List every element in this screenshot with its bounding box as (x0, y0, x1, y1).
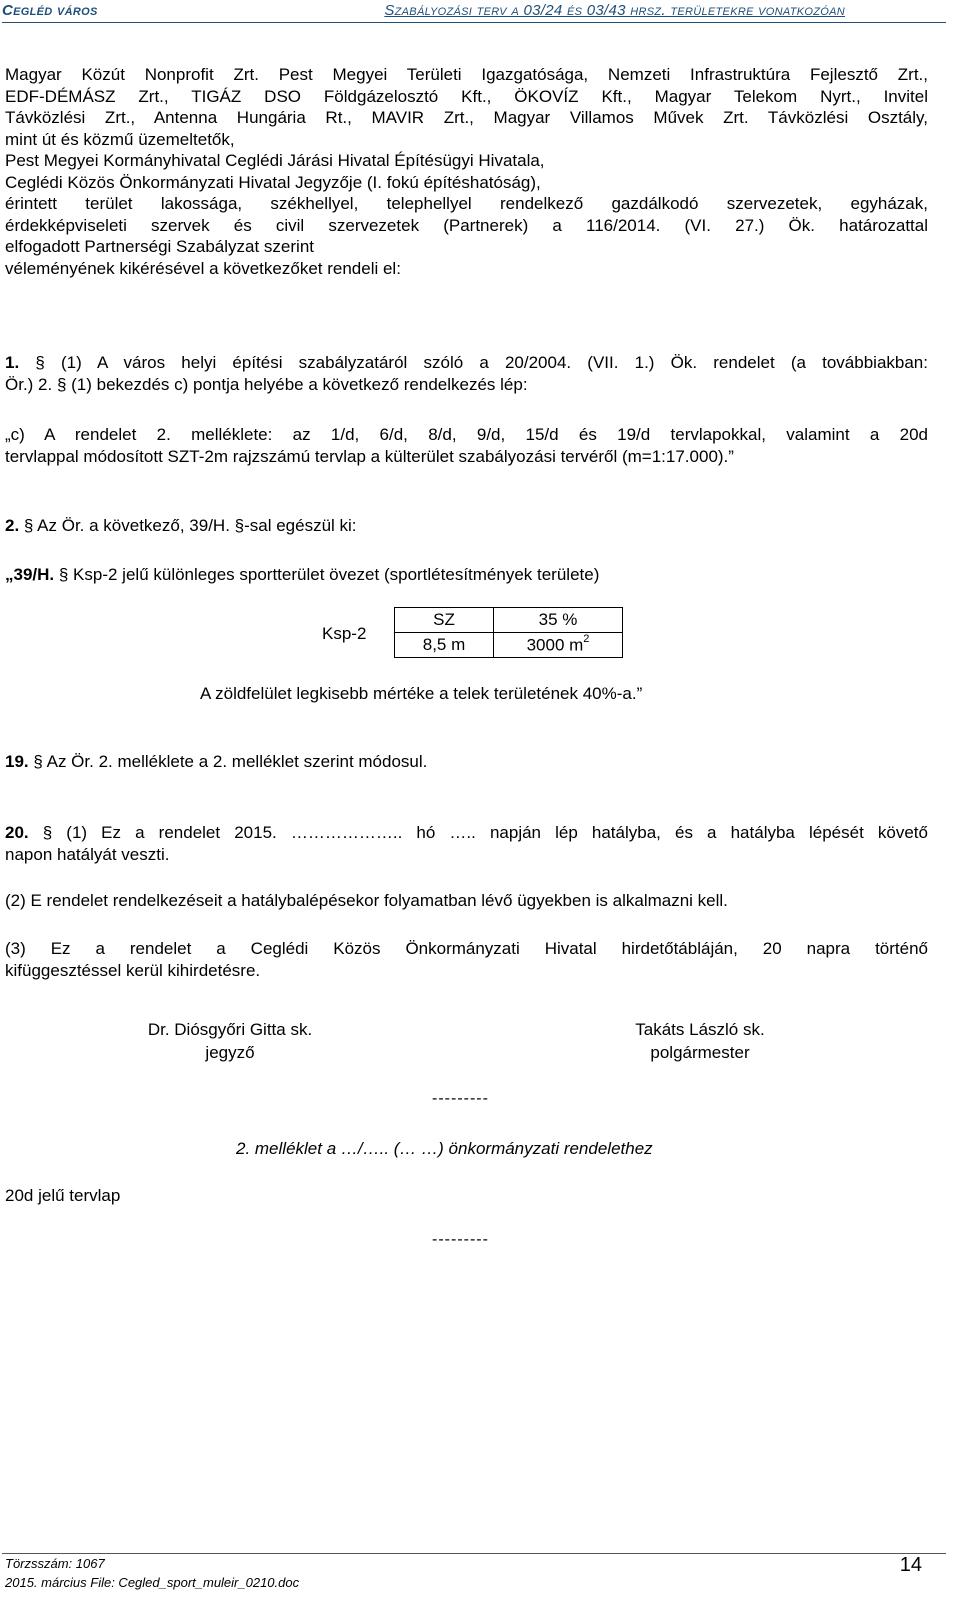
area-superscript: 2 (583, 632, 590, 645)
annex-title: 2. melléklet a …/….. (… …) önkormányzati rendelethez (236, 1139, 653, 1158)
area-value: 3000 m (526, 635, 584, 655)
intro-paragraph (5, 64, 928, 279)
intro-line: EDF-DÉMÁSZ Zrt., TIGÁZ DSO Földgázelosztó Kft., ÖKOVÍZ Kft., Magyar Telekom Nyrt., Invitel (5, 86, 928, 106)
table-row (395, 608, 623, 633)
signature-right (590, 1020, 810, 1063)
section-1-text: § (1) A város helyi építési szabályzatáról szóló a 20/2004. (VII. 1.) Ök. rendelet (a továbbiakban: (35, 353, 928, 372)
section-20-para-3 (5, 938, 928, 981)
signer-title: polgármester (650, 1043, 750, 1062)
header-rule (2, 22, 946, 23)
section-19-text: § Az Ör. 2. melléklete a 2. melléklet szerint módosul. (33, 752, 428, 771)
section-1-number: 1. (5, 353, 20, 372)
section-1-line (5, 352, 928, 374)
section-19 (5, 751, 928, 773)
section-2-text: § Az Ör. a következő, 39/H. §-sal egészül ki: (23, 516, 357, 535)
intro-line: Ceglédi Közös Önkormányzati Hivatal Jegyzője (I. fokú építéshatóság), (5, 172, 541, 192)
intro-line: érdekképviseleti szervek és civil szervezetek (Partnerek) a 116/2014. (VI. 27.) Ök. határozattal (5, 215, 928, 235)
intro-line: érintett terület lakossága, székhellyel, telephellyel rendelkező gazdálkodó szervezetek, egyházak, (5, 194, 928, 213)
annex-sheet-label: 20d jelű tervlap (5, 1186, 121, 1205)
section-1 (5, 352, 928, 395)
section-20 (5, 822, 928, 865)
divider: --------- (432, 1090, 489, 1107)
intro-line: Pest Megyei Kormányhivatal Ceglédi Járási Hivatal Építésügyi Hivatala, (5, 151, 545, 170)
page-number: 14 (899, 1554, 922, 1576)
intro-line: elfogadott Partnerségi Szabályzat szerint (5, 237, 315, 256)
intro-line: Magyar Közút Nonprofit Zrt. Pest Megyei Területi Igazgatósága, Nemzeti Infrastruktúra Fejlesztő Zrt., (5, 65, 928, 84)
intro-line: véleményének kikérésével a következőket rendeli el: (5, 258, 401, 278)
zone-parameters-table (394, 607, 623, 658)
signer-name: Takáts László sk. (635, 1020, 765, 1039)
footer-rule (2, 1553, 946, 1554)
section-1-quote (5, 424, 928, 467)
section-39h-title: § Ksp-2 jelű különleges sportterület övezet (sportlétesítmények területe) (58, 565, 600, 584)
table-cell: 35 % (494, 608, 623, 633)
header-title: Szabályozási terv a 03/24 és 03/43 hrsz. területekre vonatkozóan (384, 2, 845, 19)
signer-name: Dr. Diósgyőri Gitta sk. (147, 1020, 313, 1039)
table-row (395, 633, 623, 658)
intro-line: Távközlési Zrt., Antenna Hungária Rt., MAVIR Zrt., Magyar Villamos Művek Zrt. Távközlési Osztály, (5, 108, 928, 127)
header-town: Cegléd város (2, 2, 98, 19)
section-2-number: 2. (5, 516, 20, 535)
table-cell: SZ (395, 608, 494, 633)
section-2 (5, 515, 928, 537)
section-39h (5, 564, 928, 586)
intro-line: mint út és közmű üzemeltetők, (5, 129, 235, 149)
para-3-line: (3) Ez a rendelet a Ceglédi Közös Önkormányzati Hivatal hirdetőtábláján, 20 napra történő (5, 939, 928, 958)
section-20-para-2: (2) E rendelet rendelkezéseit a hatálybalépésekor folyamatban lévő ügyekben is alkalmazni kell. (5, 891, 728, 910)
footer-registry: Törzsszám: 1067 (5, 1556, 105, 1571)
section-39h-number: „39/H. (5, 565, 55, 584)
table-cell (494, 633, 623, 658)
quote-line: tervlappal módosított SZT-2m rajzszámú tervlap a külterület szabályozási tervéről (m=1:17.000).” (5, 446, 734, 466)
para-3-line: kifüggesztéssel kerül kihirdetésre. (5, 960, 261, 980)
signature-left (110, 1020, 350, 1063)
section-1-line2: Ör.) 2. § (1) bekezdés c) pontja helyébe a következő rendelkezés lép: (5, 374, 528, 394)
divider: --------- (432, 1231, 489, 1248)
section-20-number: 20. (5, 823, 29, 842)
section-20-line2: napon hatályát veszti. (5, 844, 170, 864)
ksp-zone-label: Ksp-2 (322, 624, 367, 643)
quote-line: „c) A rendelet 2. melléklete: az 1/d, 6/d, 8/d, 9/d, 15/d és 19/d tervlapokkal, valamint a 20d (5, 425, 928, 444)
signer-title: jegyző (205, 1043, 255, 1062)
footer-file: 2015. március File: Cegled_sport_muleir_0210.doc (5, 1575, 300, 1590)
section-19-number: 19. (5, 752, 29, 771)
green-area-text: A zöldfelület legkisebb mértéke a telek területének 40%-a.” (200, 684, 643, 703)
table-cell: 8,5 m (395, 633, 494, 658)
section-20-line (5, 822, 928, 844)
section-20-text: § (1) Ez a rendelet 2015. ……………….. hó ….. napján lép hatályba, és a hatályba lépését követő (42, 823, 928, 842)
